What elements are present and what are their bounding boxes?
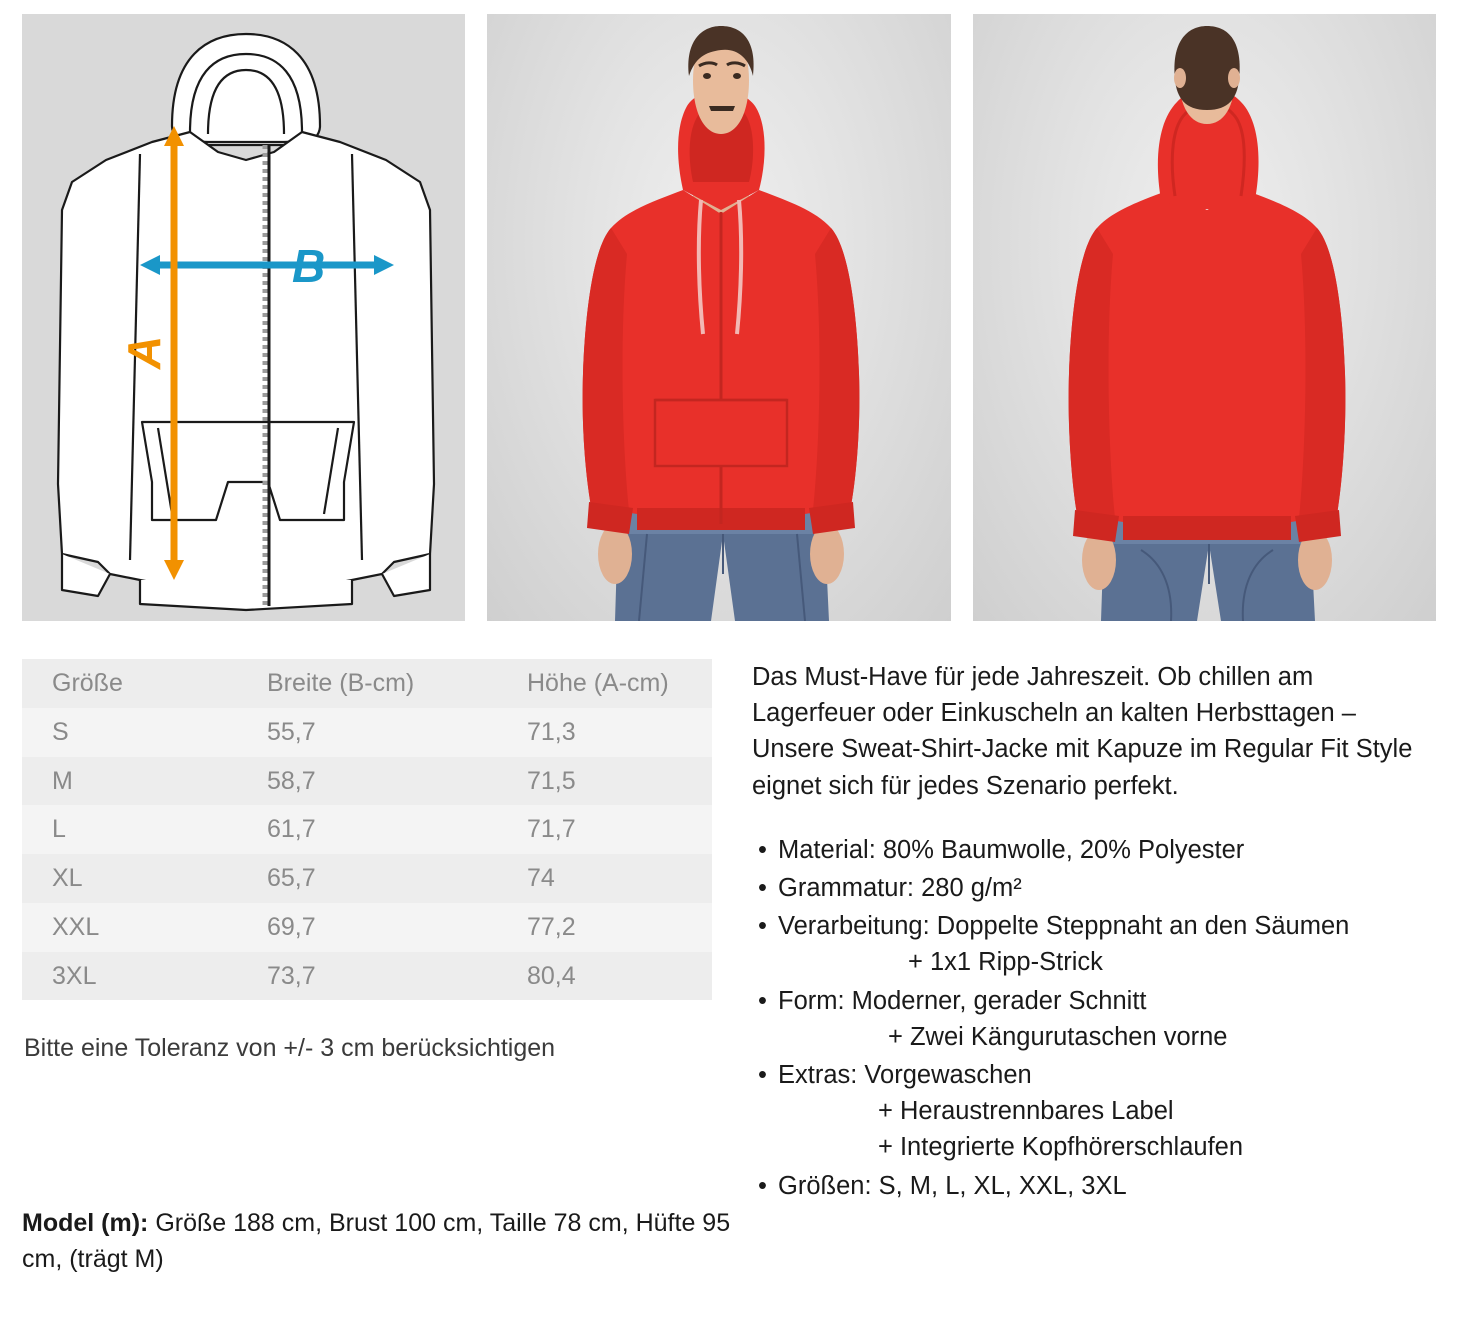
model-front-photo — [487, 14, 950, 621]
cell-size: S — [52, 717, 69, 746]
feature-text: Material: 80% Baumwolle, 20% Polyester — [778, 835, 1245, 864]
product-description: Das Must-Have für jede Jahreszeit. Ob chillen am Lagerfeuer oder Einkuscheln an kalten Herbsttagen – Unsere Sweat-Shirt-Jacke mit Kapuze im Regular Fit Style eignet sich für jedes Szenario perfekt. — [752, 663, 1413, 800]
feature-text: Verarbeitung: Doppelte Steppnaht an den Säumen — [778, 912, 1350, 941]
feature-subtext: + 1x1 Ripp-Strick — [908, 948, 1103, 977]
cell-width: 61,7 — [267, 815, 316, 844]
cell-width: 69,7 — [267, 912, 316, 941]
feature-subtext: + Heraustrennbares Label — [878, 1097, 1174, 1126]
feature-text: Form: Moderner, gerader Schnitt — [778, 986, 1147, 1015]
list-item — [752, 832, 1434, 868]
table-row — [22, 952, 712, 1001]
col-header-width: Breite (B-cm) — [267, 669, 415, 697]
model-back-photo — [973, 14, 1436, 621]
feature-text: Extras: Vorgewaschen — [778, 1061, 1032, 1090]
cell-height: 74 — [527, 864, 555, 892]
cell-height: 80,4 — [527, 961, 576, 990]
col-header-size: Größe — [52, 669, 123, 697]
list-item — [752, 908, 1434, 980]
table-header-row — [22, 659, 712, 708]
technical-drawing-panel — [22, 14, 465, 621]
size-table — [22, 659, 712, 1000]
list-item — [752, 1057, 1434, 1166]
cell-width: 65,7 — [267, 864, 316, 892]
label-a: A — [118, 335, 170, 369]
cell-size: XXL — [52, 912, 100, 941]
model-back-illustration — [973, 14, 1436, 621]
product-images-row — [0, 0, 1458, 621]
feature-text: Größen: S, M, L, XL, XXL, 3XL — [778, 1171, 1127, 1200]
table-row — [22, 854, 712, 903]
cell-size: 3XL — [52, 961, 97, 990]
size-chart-column — [22, 659, 734, 1206]
cell-size: M — [52, 766, 73, 795]
model-front-illustration — [487, 14, 950, 621]
feature-subtext: + Integrierte Kopfhörerschlaufen — [878, 1133, 1244, 1162]
col-header-height: Höhe (A-cm) — [527, 669, 669, 697]
feature-subtext: + Zwei Kängurutaschen vorne — [888, 1022, 1228, 1051]
table-row — [22, 903, 712, 952]
details-section — [0, 621, 1458, 1206]
cell-height: 71,3 — [527, 717, 576, 746]
description-column — [734, 659, 1434, 1206]
cell-height: 71,5 — [527, 766, 576, 795]
model-info — [22, 1205, 742, 1278]
list-item — [752, 870, 1434, 906]
cell-size: L — [52, 815, 66, 844]
feature-list — [752, 832, 1434, 1204]
cell-width: 58,7 — [267, 766, 316, 795]
list-item — [752, 1168, 1434, 1204]
list-item — [752, 983, 1434, 1055]
table-row — [22, 757, 712, 806]
tolerance-note: Bitte eine Toleranz von +/- 3 cm berücksichtigen — [24, 1034, 556, 1063]
cell-size: XL — [52, 864, 83, 892]
model-info-label: Model (m): — [22, 1209, 149, 1237]
table-row — [22, 708, 712, 757]
table-row — [22, 805, 712, 854]
cell-height: 77,2 — [527, 912, 576, 941]
cell-width: 55,7 — [267, 717, 316, 746]
hoodie-technical-drawing-icon — [22, 14, 465, 621]
label-b: B — [292, 240, 326, 292]
cell-height: 71,7 — [527, 815, 576, 844]
feature-text: Grammatur: 280 g/m² — [778, 874, 1022, 903]
cell-width: 73,7 — [267, 961, 316, 990]
model-info-text: Größe 188 cm, Brust 100 cm, Taille 78 cm, Hüfte 95 cm, (trägt M) — [22, 1209, 731, 1274]
